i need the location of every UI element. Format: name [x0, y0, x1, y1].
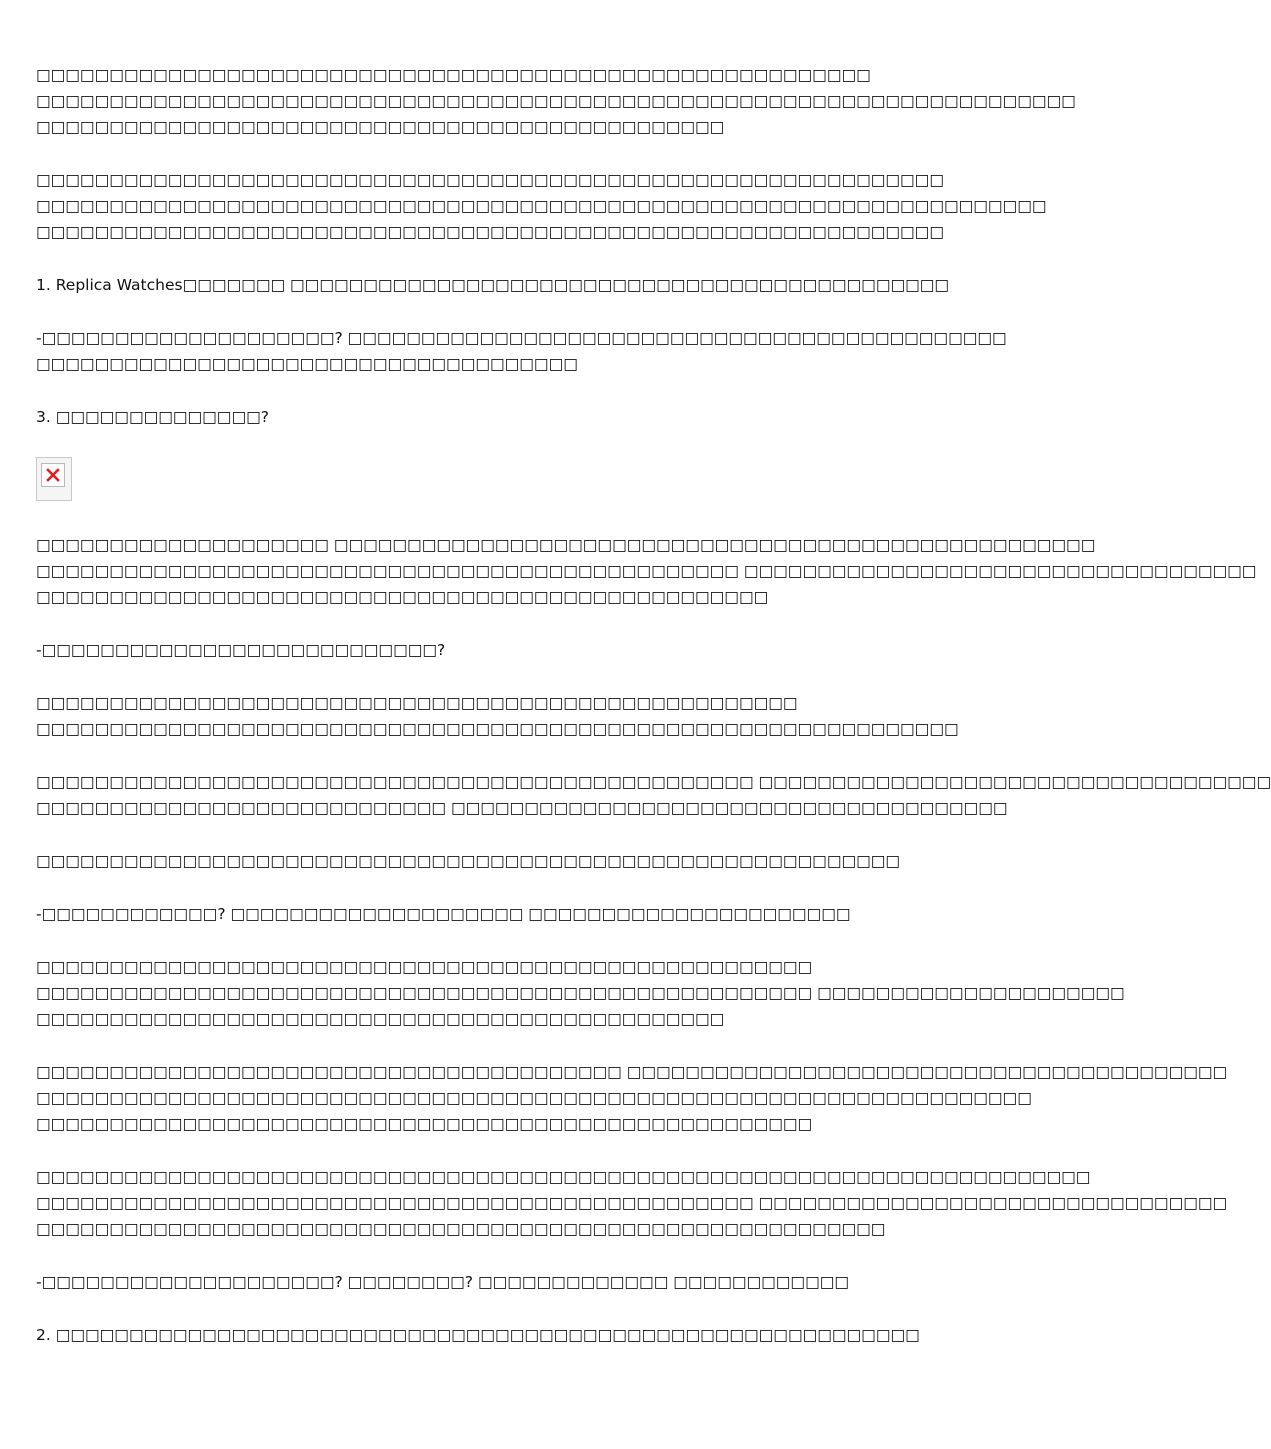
text-line: □□□□□□□□□□□□□□□□□□□□□□□□□□□□□□□□□□□□□□□□□□□□□□□	[36, 118, 725, 136]
text-line: □□□□□□□□□□□□□□□□□□□□□□□□□□□□□□□□□□□□□□□□□□□□□□□□□□□□□□□□□	[36, 66, 871, 84]
paragraph	[36, 1322, 996, 1348]
text-line: -□□□□□□□□□□□□□□□□□□□□? □□□□□□□□□□□□□□□□□□□□□□□□□□□□□□□□□□□□□□□□□□□□□	[36, 329, 1007, 347]
text-line: 1. Replica Watches□□□□□□□ □□□□□□□□□□□□□□□□□□□□□□□□□□□□□□□□□□□□□□□□□□□□□	[36, 276, 950, 294]
paragraph	[36, 637, 996, 663]
text-line: □□□□□□□□□□□□□□□□□□□□□□□□□□□□□□□□□□□□□□□□□□□□□□□□□□□□□□□□□□□□□□□□□□□□□□□	[36, 92, 1076, 110]
broken-image-icon	[36, 457, 72, 501]
text-line: □□□□□□□□□□□□□□□□□□□□□□□□□□□□□□□□□□□□□□□□□□□□□□□□□□□□□□□□□□□□□□□□□□□□□	[36, 197, 1047, 215]
text-line: □□□□□□□□□□□□□□□□□□□□□□□□□□□□□□□□□□□□□□□□□□□□□□□□□□□□□	[36, 958, 813, 976]
text-line: -□□□□□□□□□□□□? □□□□□□□□□□□□□□□□□□□□ □□□□□□□□□□□□□□□□□□□□□□	[36, 905, 851, 923]
paragraph	[36, 167, 1047, 245]
text-line: □□□□□□□□□□□□□□□□□□□□□□□□□□□□□□□□□□□□□□□□□□□□□□□□ □□□□□□□□□□□□□□□□□□□□□□□□□□□□□□□□□□□	[36, 562, 1257, 580]
text-line: □□□□□□□□□□□□□□□□□□□□□□□□□□□□□□□□□□□□□□□□□□□□□□□□□□□□□□□□□□□□□□	[36, 223, 944, 241]
text-line: □□□□□□□□□□□□□□□□□□□□□□□□□□□□□□□□□□□□□□□□ □□□□□□□□□□□□□□□□□□□□□□□□□□□□□□□□□□□□□□□□□	[36, 1063, 1228, 1081]
paragraph	[36, 1269, 996, 1295]
text-line: □□□□□□□□□□□□□□□□□□□□□□□□□□□□□□□□□□□□□□□□□□□□□□□□□□□□□□□□□□□□□□	[36, 171, 944, 189]
text-line: □□□□□□□□□□□□□□□□□□□□□□□□□□□□□□□□□□□□□□□□□□□□□□□□□□□□□□□□□□□□□□□□□□□□	[36, 1089, 1032, 1107]
paragraph	[36, 1059, 1228, 1137]
paragraph	[36, 1164, 1228, 1242]
text-line: □□□□□□□□□□□□□□□□□□□□□□□□□□□□ □□□□□□□□□□□□□□□□□□□□□□□□□□□□□□□□□□□□□□	[36, 799, 1008, 817]
text-line: □□□□□□□□□□□□□□□□□□□□□□□□□□□□□□□□□□□□□□□□□□□□□□□□□□□□	[36, 694, 798, 712]
paragraph	[36, 901, 996, 927]
text-line: □□□□□□□□□□□□□□□□□□□□□□□□□□□□□□□□□□□□□□□□□□□□□□□□□□□□□□□□□□	[36, 1220, 886, 1238]
text-line: □□□□□□□□□□□□□□□□□□□□□□□□□□□□□□□□□□□□□□□□□□□□□□□	[36, 1010, 725, 1028]
paragraph	[36, 325, 1007, 377]
text-line: □□□□□□□□□□□□□□□□□□□□□□□□□□□□□□□□□□□□□□□□□□□□□□□□□□	[36, 588, 769, 606]
paragraph	[36, 690, 996, 742]
paragraph	[36, 272, 996, 298]
broken-image-frame	[41, 463, 65, 487]
text-line: □□□□□□□□□□□□□□□□□□□□□□□□□□□□□□□□□□□□□□□□□□□□□□□□□□□□□	[36, 1115, 813, 1133]
text-line: □□□□□□□□□□□□□□□□□□□□□□□□□□□□□□□□□□□□□□□□□□□□□□□□□□□□□ □□□□□□□□□□□□□□□□□□□□□	[36, 984, 1125, 1002]
text-line: 2. □□□□□□□□□□□□□□□□□□□□□□□□□□□□□□□□□□□□□□□□□□□□□□□□□□□□□□□□□□□	[36, 1326, 920, 1344]
text-line: □□□□□□□□□□□□□□□□□□□□□□□□□□□□□□□□□□□□□□□□□□□□□□□□□ □□□□□□□□□□□□□□□□□□□□□□□□□□□□□□□□	[36, 1194, 1228, 1212]
paragraph	[36, 848, 996, 874]
text-line: □□□□□□□□□□□□□□□□□□□□ □□□□□□□□□□□□□□□□□□□□□□□□□□□□□□□□□□□□□□□□□□□□□□□□□□□□	[36, 536, 1096, 554]
red-x-icon	[45, 467, 61, 483]
text-line: 3. □□□□□□□□□□□□□□?	[36, 408, 269, 426]
paragraph	[36, 769, 1271, 821]
text-line: □□□□□□□□□□□□□□□□□□□□□□□□□□□□□□□□□□□□□	[36, 355, 578, 373]
paragraph	[36, 532, 1257, 610]
text-line: □□□□□□□□□□□□□□□□□□□□□□□□□□□□□□□□□□□□□□□□□□□□□□□□□□□□□□□□□□□□□□□□□□□□□□□□	[36, 1168, 1091, 1186]
paragraph	[36, 954, 1125, 1032]
text-line: □□□□□□□□□□□□□□□□□□□□□□□□□□□□□□□□□□□□□□□□□□□□□□□□□□□□□□□□□□□□□□□	[36, 720, 959, 738]
paragraph	[36, 62, 1076, 140]
text-line: -□□□□□□□□□□□□□□□□□□□□? □□□□□□□□? □□□□□□□□□□□□□ □□□□□□□□□□□□	[36, 1273, 850, 1291]
text-line: □□□□□□□□□□□□□□□□□□□□□□□□□□□□□□□□□□□□□□□□□□□□□□□□□ □□□□□□□□□□□□□□□□□□□□□□□□□□□□□□□□□□□	[36, 773, 1271, 791]
text-line: □□□□□□□□□□□□□□□□□□□□□□□□□□□□□□□□□□□□□□□□□□□□□□□□□□□□□□□□□□□	[36, 852, 901, 870]
paragraph	[36, 404, 996, 430]
document-body	[36, 62, 1271, 1375]
text-line: -□□□□□□□□□□□□□□□□□□□□□□□□□□□?	[36, 641, 446, 659]
